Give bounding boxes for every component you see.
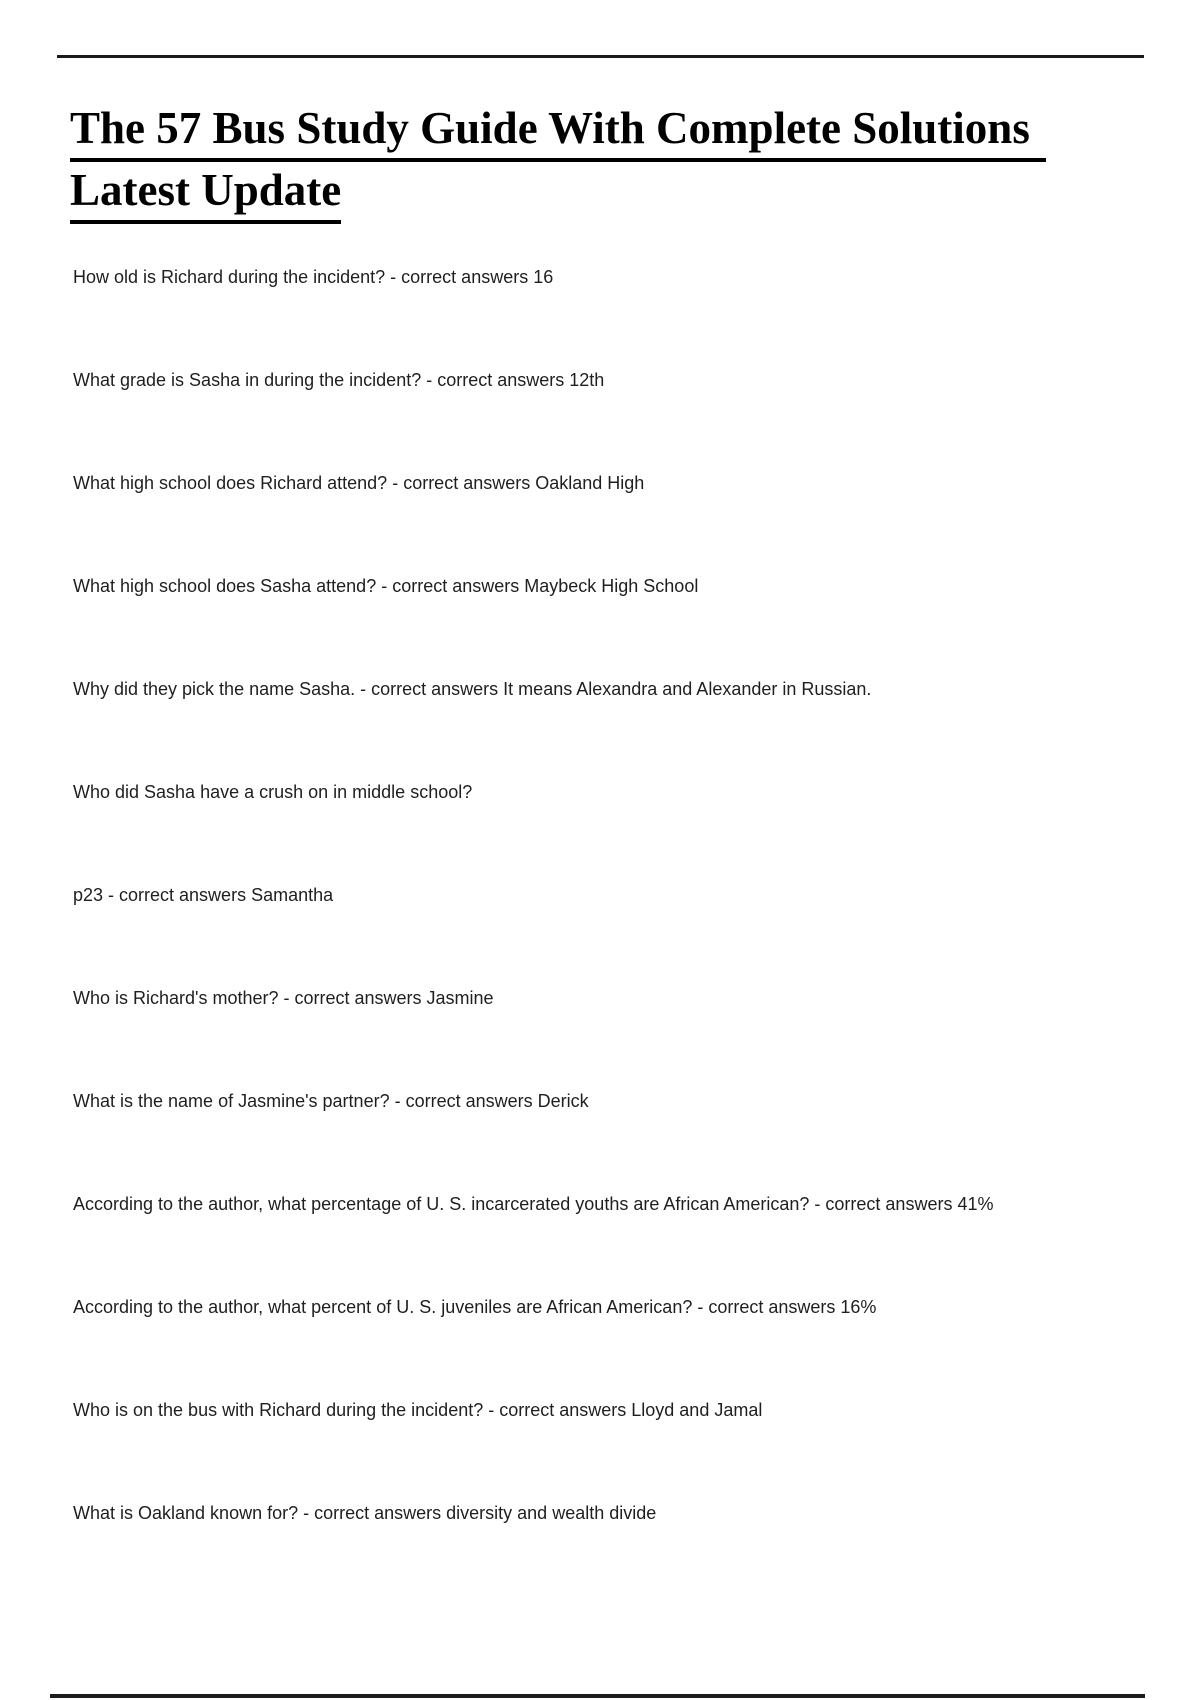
qa-paragraph: Who is Richard's mother? - correct answers Jasmine bbox=[73, 988, 494, 1008]
qa-paragraph: What high school does Sasha attend? - correct answers Maybeck High School bbox=[73, 576, 699, 596]
qa-paragraph: According to the author, what percentage of U. S. incarcerated youths are African American? - correct answers 41% bbox=[73, 1194, 994, 1214]
qa-paragraph: What high school does Richard attend? - correct answers Oakland High bbox=[73, 473, 645, 493]
page-title-line-1: The 57 Bus Study Guide With Complete Solutions bbox=[70, 100, 1150, 162]
qa-paragraph: Who did Sasha have a crush on in middle school? bbox=[73, 782, 473, 802]
qa-paragraph: What is the name of Jasmine's partner? - correct answers Derick bbox=[73, 1091, 589, 1111]
qa-paragraph: According to the author, what percent of U. S. juveniles are African American? - correct answers 16% bbox=[73, 1297, 877, 1317]
qa-list bbox=[73, 266, 1133, 1605]
top-horizontal-rule bbox=[57, 55, 1144, 58]
qa-paragraph: p23 - correct answers Samantha bbox=[73, 885, 334, 905]
bottom-horizontal-rule bbox=[50, 1694, 1145, 1698]
qa-paragraph: What is Oakland known for? - correct answers diversity and wealth divide bbox=[73, 1503, 657, 1523]
qa-paragraph: What grade is Sasha in during the incident? - correct answers 12th bbox=[73, 370, 605, 390]
page-title bbox=[70, 100, 1150, 224]
page-title-line-2: Latest Update bbox=[70, 162, 1150, 224]
qa-paragraph: Why did they pick the name Sasha. - correct answers It means Alexandra and Alexander in Russian. bbox=[73, 679, 872, 699]
qa-paragraph: Who is on the bus with Richard during the incident? - correct answers Lloyd and Jamal bbox=[73, 1400, 763, 1420]
qa-paragraph: How old is Richard during the incident? - correct answers 16 bbox=[73, 267, 554, 287]
